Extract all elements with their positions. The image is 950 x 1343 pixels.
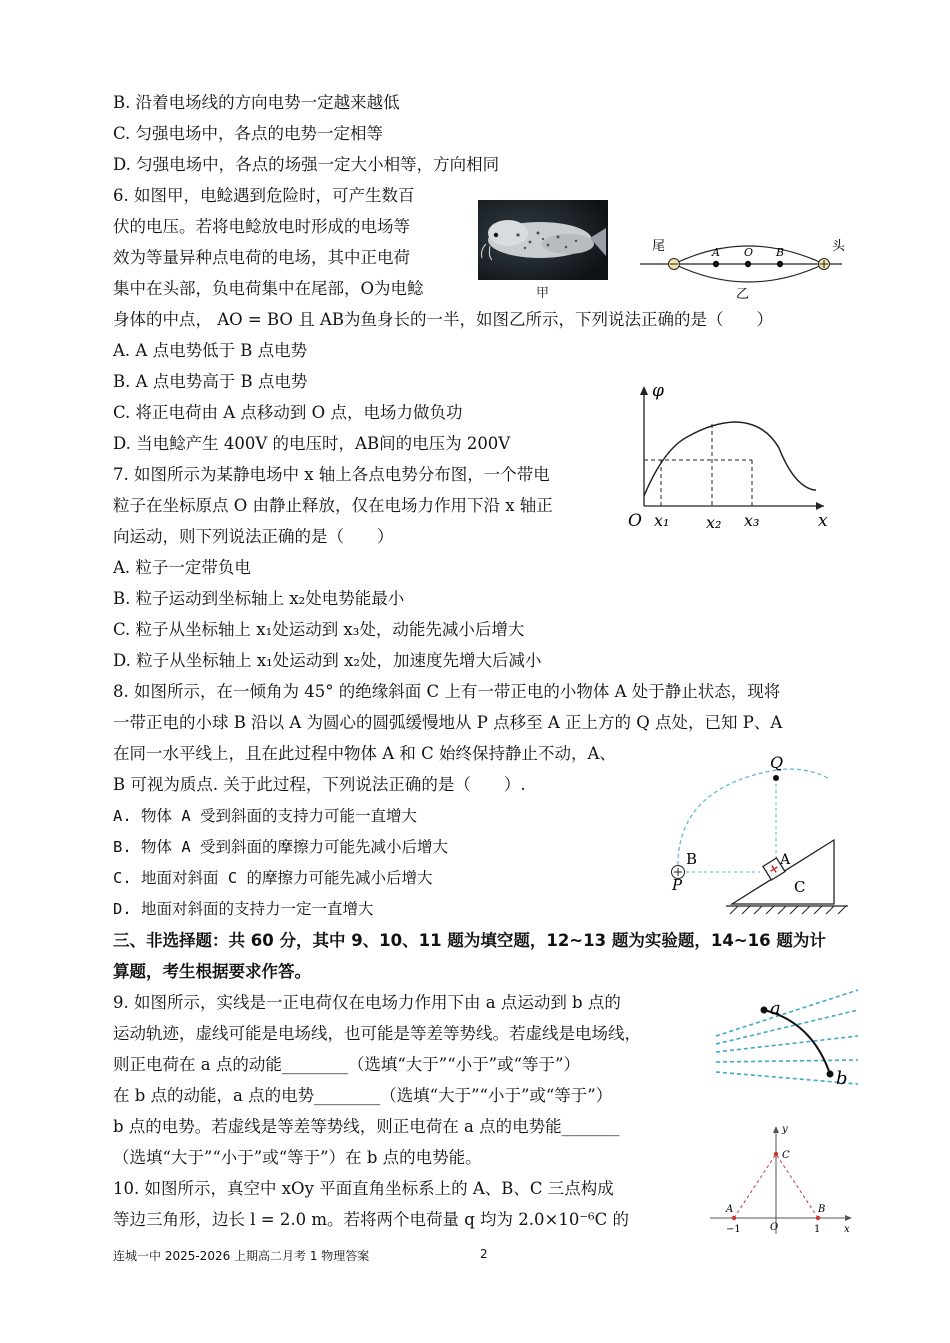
tick-minus-1: −1 — [726, 1224, 741, 1235]
point-O — [745, 261, 751, 267]
question-7-line-1: 7. 如图所示为某静电场中 x 轴上各点电势分布图，一个带电 — [113, 465, 550, 484]
option-7D: D. 粒子从坐标轴上 x₁处运动到 x₂处，加速度先增大后减小 — [113, 651, 542, 670]
label-P: P — [672, 876, 683, 894]
question-6-line-2: 伏的电压。若将电鲶放电时形成的电场等 — [113, 217, 410, 236]
section-3-heading-line-1: 三、非选择题：共 60 分，其中 9、10、11 题为填空题，12~13 题为实验题，14~16 题为计 — [113, 931, 826, 950]
potential-curve — [644, 422, 816, 496]
label-B-ball: B — [686, 850, 698, 868]
footer-school: 连城一中 2025-2026 上期高二月考 1 物理答案 — [113, 1249, 370, 1263]
option-5C: C. 匀强电场中，各点的电势一定相等 — [113, 124, 384, 143]
axis-label-phi: φ — [652, 381, 664, 401]
option-7A: A. 粒子一定带负电 — [113, 558, 251, 577]
label-head: 头 — [832, 239, 846, 254]
question-8-line-3: 在同一水平线上，且在此过程中物体 A 和 C 始终保持静止不动，A、 — [113, 744, 616, 763]
footer-page-number: 2 — [480, 1247, 488, 1261]
option-7B: B. 粒子运动到坐标轴上 x₂处电势能最小 — [113, 589, 405, 608]
label-C: C — [794, 878, 806, 896]
point-A — [713, 261, 719, 267]
question-9-line-2: 运动轨迹，虚线可能是电场线，也可能是等差等势线。若虚线是电场线， — [113, 1024, 641, 1043]
tick-x3: x₃ — [744, 511, 760, 530]
axis-x-label: x — [844, 1224, 850, 1235]
trajectory-diagram — [712, 984, 862, 1094]
coordinate-triangle — [706, 1122, 856, 1238]
question-6-line-5: 身体的中点， AO = BO 且 AB为鱼身长的一半，如图乙所示，下列说法正确的是（ ） — [113, 310, 773, 329]
question-9-line-3: 则正电荷在 a 点的动能________（选填“大于”“小于”或“等于”） — [113, 1055, 580, 1074]
question-10-line-1: 10. 如图所示，真空中 xOy 平面直角坐标系上的 A、B、C 三点构成 — [113, 1179, 614, 1198]
origin-label-10: O — [770, 1222, 779, 1233]
question-10-line-2: 等边三角形，边长 l = 2.0 m。若将两个电荷量 q 均为 2.0×10⁻⁶C 的 — [113, 1210, 630, 1229]
question-8-line-2: 一带正电的小球 B 沿以 A 为圆心的圆弧缓慢地从 P 点移至 A 正上方的 Q 点处，已知 P、A — [113, 713, 783, 732]
question-9-line-4: 在 b 点的动能，a 点的电势________（选填“大于”“小于”或“等于”） — [113, 1086, 613, 1105]
tick-x1: x₁ — [654, 511, 670, 530]
axis-y-label: y — [782, 1124, 788, 1135]
fish-field-diagram — [636, 234, 848, 302]
option-5D: D. 匀强电场中，各点的场强一定大小相等，方向相同 — [113, 155, 500, 174]
question-8-line-4: B 可视为质点. 关于此过程，下列说法正确的是（ ）. — [113, 775, 526, 794]
point-A-label: A — [726, 1204, 734, 1215]
question-7-line-3: 向运动，则下列说法正确的是（ ） — [113, 527, 394, 546]
option-6D: D. 当电鲶产生 400V 的电压时，AB间的电压为 200V — [113, 434, 511, 453]
question-6-line-3: 效为等量异种点电荷的电场，其中正电荷 — [113, 248, 410, 267]
label-A-block: A — [780, 852, 791, 868]
axis-label-x: x — [818, 511, 828, 531]
label-a: a — [770, 998, 781, 1019]
section-3-heading-line-2: 算题，考生根据要求作答。 — [113, 962, 311, 981]
option-8B: B. 物体 A 受到斜面的摩擦力可能先减小后增大 — [113, 838, 448, 856]
label-tail: 尾 — [652, 239, 666, 254]
question-9-line-6: （选填“大于”“小于”或“等于”）在 b 点的电势能。 — [113, 1148, 482, 1167]
label-A: A — [712, 246, 720, 259]
origin-label: O — [628, 511, 642, 531]
tick-plus-1: 1 — [814, 1224, 821, 1235]
option-8C: C. 地面对斜面 C 的摩擦力可能先减小后增大 — [113, 869, 433, 887]
option-5B: B. 沿着电场线的方向电势一定越来越低 — [113, 93, 400, 112]
question-7-line-2: 粒子在坐标原点 O 由静止释放，仅在电场力作用下沿 x 轴正 — [113, 496, 553, 515]
option-6B: B. A 点电势高于 B 点电势 — [113, 372, 308, 391]
option-8D: D. 地面对斜面的支持力一定一直增大 — [113, 900, 374, 918]
point-B-label: B — [818, 1204, 826, 1215]
field-diagram-caption: 乙 — [736, 287, 750, 302]
point-Q — [773, 775, 779, 781]
tick-x2: x₂ — [706, 513, 722, 532]
question-9-line-5: b 点的电势。若虚线是等差等势线，则正电荷在 a 点的电势能_______ — [113, 1117, 620, 1136]
option-7C: C. 粒子从坐标轴上 x₁处运动到 x₃处，动能先减小后增大 — [113, 620, 525, 639]
potential-graph — [624, 378, 840, 536]
point-B — [777, 261, 783, 267]
label-O: O — [744, 246, 754, 259]
question-8-line-1: 8. 如图所示，在一倾角为 45° 的绝缘斜面 C 上有一带正电的小物体 A 处于静止状态，现将 — [113, 682, 781, 701]
question-6-line-1: 6. 如图甲，电鲶遇到危险时，可产生数百 — [113, 186, 415, 205]
question-9-line-1: 9. 如图所示，实线是一正电荷仅在电场力作用下由 a 点运动到 b 点的 — [113, 993, 621, 1012]
label-b: b — [836, 1068, 848, 1089]
option-6A: A. A 点电势低于 B 点电势 — [113, 341, 308, 360]
fish-photo — [478, 200, 610, 300]
question-6-line-4: 集中在头部，负电荷集中在尾部，O为电鲶 — [113, 279, 424, 298]
label-Q: Q — [770, 753, 784, 772]
option-6C: C. 将正电荷由 A 点移动到 O 点，电场力做负功 — [113, 403, 463, 422]
label-B: B — [776, 246, 785, 259]
fish-photo-caption: 甲 — [536, 286, 550, 300]
option-8A: A. 物体 A 受到斜面的支持力可能一直增大 — [113, 807, 417, 825]
point-C-label: C — [782, 1150, 790, 1161]
incline-diagram — [664, 748, 864, 916]
